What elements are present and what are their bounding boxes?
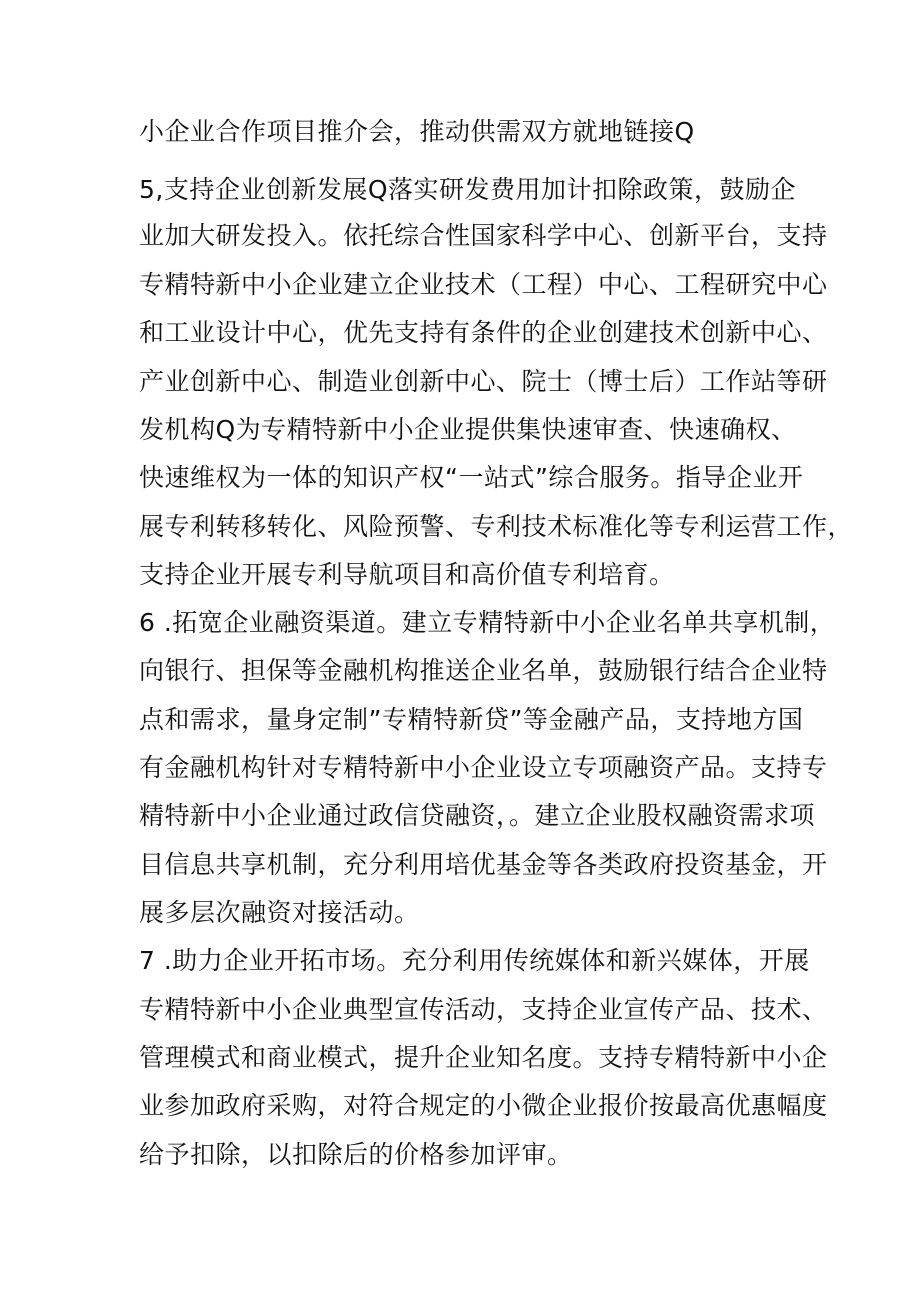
text-line-2: 5,支持企业创新发展Q落实研发费用加计扣除政策，鼓励企	[139, 175, 797, 204]
text-line-12: 向银行、担保等金融机构推送企业名单，鼓励银行结合企业特	[139, 656, 828, 685]
text-line-7: 发机构Q为专精特新中小企业提供集快速审查、快速确权、	[139, 415, 797, 444]
text-line-14: 有金融机构针对专精特新中小企业设立专项融资产品。支持专	[139, 753, 828, 782]
text-line-19: 专精特新中小企业典型宣传活动，支持企业宣传产品、技术、	[139, 995, 828, 1024]
text-line-8: 快速维权为一体的知识产权“一站式”综合服务。指导企业开	[139, 463, 804, 492]
text-line-6: 产业创新中心、制造业创新中心、院士（博士后）工作站等研	[139, 367, 828, 396]
text-line-9: 展专利转移转化、风险预警、专利技术标准化等专利运营工作，	[139, 512, 854, 541]
text-line-22: 给予扣除，以扣除后的价格参加评审。	[139, 1140, 573, 1169]
text-line-17: 展多层次融资对接活动。	[139, 898, 420, 927]
text-line-4: 专精特新中小企业建立企业技术（工程）中心、工程研究中心	[139, 270, 828, 299]
text-line-15: 精特新中小企业通过政信贷融资，。建立企业股权融资需求项	[139, 801, 816, 830]
text-line-18: 7 .助力企业开拓市场。充分利用传统媒体和新兴媒体，开展	[139, 946, 810, 975]
text-line-16: 目信息共享机制，充分利用培优基金等各类政府投资基金，开	[139, 850, 828, 879]
text-line-11: 6 .拓宽企业融资渠道。建立专精特新中小企业名单共享机制，	[139, 608, 836, 637]
text-line-3: 业加大研发投入。依托综合性国家科学中心、创新平台，支持	[139, 221, 828, 250]
text-line-21: 业参加政府采购，对符合规定的小微企业报价按最高优惠幅度	[139, 1091, 828, 1120]
text-line-1: 小企业合作项目推介会，推动供需双方就地链接Q	[139, 117, 695, 146]
text-line-20: 管理模式和商业模式，提升企业知名度。支持专精特新中小企	[139, 1043, 828, 1072]
text-line-10: 支持企业开展专利导航项目和高价值专利培育。	[139, 560, 675, 589]
text-line-13: 点和需求，量身定制”专精特新贷”等金融产品，支持地方国	[139, 705, 804, 734]
text-line-5: 和工业设计中心，优先支持有条件的企业创建技术创新中心、	[139, 318, 828, 347]
